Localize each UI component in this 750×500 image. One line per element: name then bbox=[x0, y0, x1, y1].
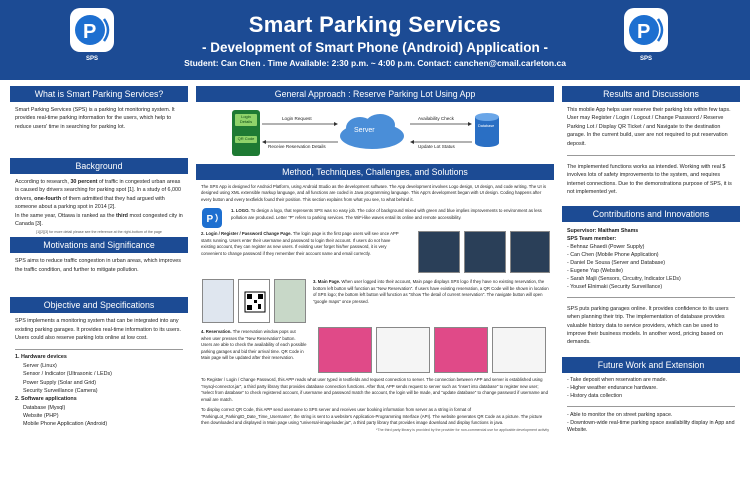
sps-logo-right bbox=[620, 8, 672, 70]
background-note: [1][2][3] for more detail please see the reference at the right-bottom of the page bbox=[36, 230, 162, 235]
contributions-text: SPS puts parking garages online. It provides confidence to its users when planning their trip. The implementation of database provides valuable history data to service providers, which can be used to improve their business models. In another word, pricing based on demands. bbox=[567, 305, 729, 346]
phone-label-qr: QR Code bbox=[235, 136, 257, 143]
right-column bbox=[562, 86, 740, 437]
password-screenshot bbox=[510, 231, 550, 273]
step-title: 2. Login / Register / Password Change Page. bbox=[201, 231, 292, 237]
divider bbox=[567, 297, 735, 298]
login-screenshot bbox=[418, 231, 460, 273]
what-heading: What is Smart Parking Services? bbox=[10, 86, 188, 102]
divider bbox=[15, 349, 183, 350]
bg-text-b: of traffic in congested urban areas is caused by drivers searching for parking spot [1]. In a study of 6,000 drivers, bbox=[15, 179, 182, 202]
list-item: Database (Mysql) bbox=[23, 404, 66, 411]
svg-text:P: P bbox=[206, 214, 214, 226]
methods-paragraph-a: To Register / Login / Change Password, this APP reads what user typed in textfields and request connection to server. The connection between APP and server is established using "mysql-connector.jar", a third party library that provides database connection functions. After that, APP sends request to server such as "insert into database" to register new user; "select from database" to check registered account, if username and password match the account, the login will be made, and "update database" to change password if username and email are match. bbox=[201, 377, 548, 402]
methods-intro: The SPS App is designed for Android Platform, using Android Studio as the development software. The App development involves Logo design, UI design, and code writing. The UI is designed using XML extensible markup language, and all functions are coded in Java programming language. This App's development began with UI design. Coding happens after every button and every textfields found their position. This section explains from what you see, to what behind it. bbox=[201, 184, 546, 202]
step-login-text bbox=[196, 227, 406, 261]
list-item: Power Supply (Solar and Grid) bbox=[23, 379, 97, 386]
step-main bbox=[196, 277, 554, 327]
list-item: - Yousef Elnimaki (Security Surveillance) bbox=[567, 283, 663, 290]
step-login bbox=[196, 229, 554, 277]
hw-list bbox=[15, 362, 183, 396]
bg-text-e: most congested city in Canada [3]. bbox=[15, 212, 183, 227]
database-icon bbox=[474, 112, 500, 148]
parking-wifi-icon bbox=[202, 208, 222, 228]
list-item: - Behnaz Ghaedi (Power Supply) bbox=[567, 244, 645, 251]
bg-bold-c: third bbox=[115, 212, 128, 219]
parking-wifi-icon bbox=[624, 8, 668, 52]
step-logo bbox=[196, 207, 554, 229]
step-logo-text bbox=[226, 204, 552, 225]
results-text-a: This mobile App helps user reserve their parking lots within few taps. User may Register / Login / Logout / Change Password / Reserve Parking Lot / Display QR Ticket / and Navigate to the destination garage. In the current build, user are not required to put reservation deposit. bbox=[567, 107, 731, 147]
receive-details-label: Receive Reservation Details bbox=[268, 144, 326, 149]
reservation-screenshot bbox=[492, 327, 546, 373]
approach-diagram bbox=[196, 104, 554, 162]
step-reservation bbox=[196, 327, 554, 375]
background-heading: Background bbox=[10, 158, 188, 174]
register-screenshot bbox=[464, 231, 506, 273]
poster-title: Smart Parking Services bbox=[248, 12, 502, 37]
qr-code-icon bbox=[239, 280, 271, 324]
reservation-screenshot bbox=[376, 327, 430, 373]
bg-bold-b: one-fourth bbox=[34, 195, 62, 202]
poster-authors: Student: Can Chen . Time Available: 2:30 p.m. ~ 4:00 p.m. Contact: canchen@cmail.carleton.ca bbox=[184, 58, 566, 68]
reservation-screenshot bbox=[434, 327, 488, 373]
reservation-screenshot bbox=[318, 327, 372, 373]
results-text-b: The implemented functions works as intended. Working with real $ involves lots of safety improvements to the system, and requires internet connections. Due to the demonstrations purpose of SPS, it is not implemented yet. bbox=[567, 163, 732, 195]
bg-bold-a: 30 percent bbox=[70, 179, 98, 185]
main-page-screenshot bbox=[202, 279, 234, 323]
middle-column bbox=[196, 86, 554, 435]
database-label: Database bbox=[478, 124, 495, 128]
spec-list bbox=[10, 353, 188, 432]
logo-caption-right: SPS bbox=[639, 56, 652, 62]
supervisor: Supervisor: Maitham Shams bbox=[567, 228, 639, 235]
step-title: 4. Reservation. bbox=[201, 329, 232, 335]
parking-wifi-icon bbox=[70, 8, 114, 52]
future-list-a bbox=[562, 373, 740, 403]
sps-logo-badge bbox=[624, 8, 668, 52]
objective-text: SPS implements a monitoring system that can be integrated into any existing parking garages. It provides real-time information to its users. Users could also reserve parking lots online at low cost. bbox=[15, 318, 181, 341]
step-main-text bbox=[308, 275, 554, 309]
list-item: - Can Chen (Mobile Phone Application) bbox=[567, 252, 659, 259]
step-body: The login page is the first page users will see once APP starts running. Users enter their username and password to login their account. If users do not have existing account, they can register as new users. If existing user forget his/her password, it is very convenient to change password if they remember their account name and email correctly. bbox=[201, 231, 399, 256]
sw-title: 2. Software applications bbox=[15, 396, 77, 403]
future-list-b bbox=[562, 410, 740, 438]
sw-list bbox=[15, 404, 183, 429]
hw-title: 1. Hardware devices bbox=[15, 354, 67, 361]
list-item: - Able to monitor the on street parking space. bbox=[567, 411, 673, 418]
objective-heading: Objective and Specifications bbox=[10, 297, 188, 313]
server-label: Server bbox=[354, 127, 375, 134]
list-item: Website (PHP) bbox=[23, 413, 59, 419]
step-body: The reservation window pops out when user presses the "New Reservation" button. Users are able to check the availability of each possible parking garages and bid their arrival time. QR Code in Main page will be updated after their reservation. bbox=[201, 329, 307, 361]
future-heading: Future Work and Extension bbox=[562, 357, 740, 373]
update-status-label: Update Lot Status bbox=[418, 144, 455, 149]
list-item: Sensor / Indicator (Ultrasonic / LEDs) bbox=[23, 371, 112, 378]
divider bbox=[567, 155, 735, 156]
availability-label: Availability Check bbox=[418, 116, 454, 121]
svg-text:P: P bbox=[637, 21, 651, 43]
motivation-text: SPS aims to reduce traffic congestion in urban areas, which improves the traffic condition, and further to mitigate pollution. bbox=[15, 258, 181, 273]
svg-text:P: P bbox=[83, 21, 97, 43]
step-title: 3. Main Page. bbox=[313, 279, 341, 285]
list-item: - History data collection bbox=[567, 392, 623, 399]
approach-heading: General Approach : Reserve Parking Lot Using App bbox=[196, 86, 554, 102]
results-heading: Results and Discussions bbox=[562, 86, 740, 102]
step-body: To design a logo, that represents SPS was no easy job. The color of background mixed with green and blue implies improvements to environment as less pollution are produced. Letter "P" refers to parking services. The WiFi-like waves entail its online and remote accessibility. bbox=[231, 208, 542, 220]
sps-logo-badge bbox=[70, 8, 114, 52]
team-list bbox=[562, 222, 740, 294]
methods-paragraph-b: To display correct QR Code, this APP send username to SPS server and receives user booking information from server as a string in format of "ParkingLot_ParkingID_Date_Time_Username", the string is sent to a website's Application-Programming Interface (API). The website generates QR Code as a picture. The picture then downloaded and displayed in Main page using "universal-imageloader.jar", a third party library that provides image download and display functions in java. bbox=[201, 407, 543, 425]
sps-logo-left bbox=[66, 8, 118, 70]
list-item: - Downtown-wide real-time parking space availability display in App and Website. bbox=[567, 419, 735, 434]
map-screenshot bbox=[274, 279, 306, 323]
step-title: 1. LOGO. bbox=[231, 208, 250, 214]
list-item: Mobile Phone Application (Android) bbox=[23, 421, 108, 428]
list-item: - Take deposit when reservation are made. bbox=[567, 376, 668, 383]
phone-label-login: Login Details bbox=[235, 114, 257, 126]
list-item: - Sarah Majli (Sensors, Circuitry, Indicator LEDs) bbox=[567, 276, 681, 282]
step-reservation-text bbox=[196, 325, 312, 365]
bg-text-d: In the same year, Ottawa is ranked as the bbox=[15, 212, 116, 219]
list-item: - Daniel De Sousa (Server and Database) bbox=[567, 260, 666, 267]
poster-header bbox=[0, 0, 750, 80]
list-item: Security Surveillance (Camera) bbox=[23, 387, 98, 394]
login-request-label: Login Request bbox=[282, 116, 312, 121]
list-item: - Eugene Yap (Website) bbox=[567, 268, 623, 275]
methods-heading: Method, Techniques, Challenges, and Solutions bbox=[196, 164, 554, 180]
step-body: When user logged into their account, Main page displays SPS logo if they have no existing reservation, the bottom left button will function as "New Reservation". If users have existing reservation, a QR Code will be shown in location of SPS logo; the bottom left button will function as "Show The detail of current reservation". The navigate button will open "google maps" once pressed. bbox=[313, 279, 549, 304]
divider bbox=[567, 406, 735, 407]
motivation-heading: Motivations and Significance bbox=[10, 237, 188, 253]
qr-code-screenshot bbox=[238, 279, 270, 323]
logo-caption-left: SPS bbox=[85, 56, 98, 62]
list-item: - Higher weather endurance hardware. bbox=[567, 384, 658, 391]
poster-subtitle: - Development of Smart Phone (Android) Application - bbox=[201, 40, 548, 55]
methods-footnote: *The third party library is provided by the provider for non-commercial use for applicable development activity bbox=[376, 428, 549, 433]
left-column bbox=[10, 86, 188, 433]
contributions-heading: Contributions and Innovations bbox=[562, 206, 740, 222]
team-title: SPS Team member: bbox=[567, 236, 617, 243]
what-text: Smart Parking Services (SPS) is a parking lot monitoring system. It provides real-time parking information for the users, which help to reduce users' time in searching for parking lot. bbox=[15, 107, 175, 130]
bg-text-c: of them admitted that they had argued with someone about a parking spot in 2014 [2]. bbox=[15, 195, 165, 211]
list-item: Server (Linux) bbox=[23, 362, 57, 369]
bg-text-a: According to research, bbox=[15, 179, 71, 185]
